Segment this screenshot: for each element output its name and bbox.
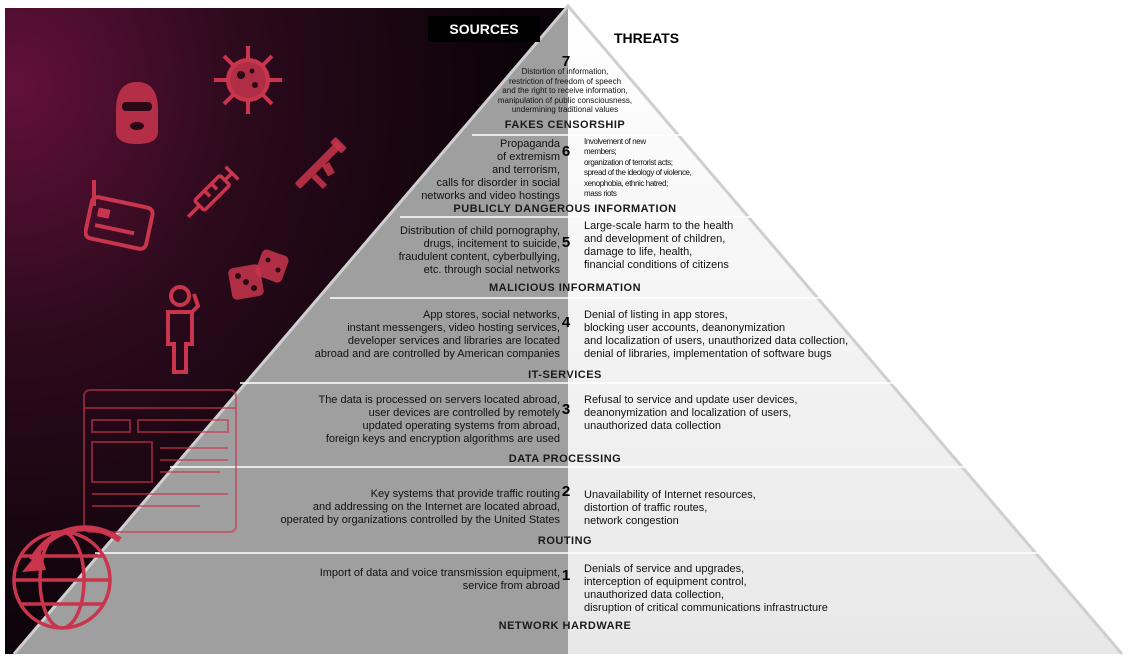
level-5-threats: Large-scale harm to the health and development of children, damage to life, health, financial conditions of citizens xyxy=(584,220,734,271)
level-5-number: 5 xyxy=(561,234,571,251)
level-6-number: 6 xyxy=(561,143,571,160)
rifle-icon xyxy=(285,130,355,200)
sources-header: SOURCES xyxy=(428,16,540,42)
credit-card-icon xyxy=(84,176,156,252)
level-6-sources: Propaganda of extremism and terrorism, calls for disorder in social networks and video hostings xyxy=(421,138,560,202)
level-4-number: 4 xyxy=(561,314,571,331)
level-2-number: 2 xyxy=(561,483,571,500)
balaclava-mask-icon xyxy=(112,80,162,146)
syringe-icon xyxy=(175,160,245,230)
level-2-name: ROUTING xyxy=(537,535,593,547)
dice-icon xyxy=(224,246,294,304)
level-7-name: FAKES CENSORSHIP xyxy=(504,119,626,131)
level-5-name: MALICIOUS INFORMATION xyxy=(488,282,642,294)
level-3-number: 3 xyxy=(561,401,571,418)
level-4-sources: App stores, social networks, instant messengers, video hosting services, developer services and libraries are located abroad and are controlled by American companies xyxy=(314,309,560,360)
level-6-threats: Involvement of new members; organization of terrorist acts; spread of the ideology of violence, xenophobia, ethnic hatred; mass riots xyxy=(584,137,692,199)
person-phone-icon xyxy=(156,284,208,376)
level-4-threats: Denial of listing in app stores, blocking user accounts, deanonymization and localization of users, unauthorized data collection, denial of libraries, implementation of software bugs xyxy=(584,309,849,360)
virus-icon xyxy=(208,38,288,118)
globe-arrow-icon xyxy=(10,498,130,658)
threats-header: THREATS xyxy=(614,30,680,46)
level-3-sources: The data is processed on servers located abroad, user devices are controlled by remotely updated operating systems from abroad, foreign keys and encryption algorithms are used xyxy=(318,394,560,445)
level-7-number: 7 xyxy=(561,53,571,70)
level-3-name: DATA PROCESSING xyxy=(508,453,622,465)
level-3-threats: Refusal to service and update user devices, deanonymization and localization of users, unauthorized data collection xyxy=(584,394,798,432)
level-7-sources: Distortion of information, restriction of freedom of speech and the right to receive information, manipulation of public consciousness, undermining traditional values xyxy=(497,67,633,114)
level-6-name: PUBLICLY DANGEROUS INFORMATION xyxy=(453,203,677,215)
level-1-threats: Denials of service and upgrades, interception of equipment control, unauthorized data collection, disruption of critical communications infrastructure xyxy=(584,563,828,614)
level-4-name: IT-SERVICES xyxy=(528,369,602,381)
level-1-name: NETWORK HARDWARE xyxy=(498,620,632,632)
level-1-sources: Import of data and voice transmission equipment, service from abroad xyxy=(319,567,560,592)
level-1-number: 1 xyxy=(561,567,571,584)
level-2-sources: Key systems that provide traffic routing and addressing on the Internet are located abroad, operated by organizations controlled by the United States xyxy=(280,488,560,526)
level-2-threats: Unavailability of Internet resources, distortion of traffic routes, network congestion xyxy=(584,489,756,527)
level-5-sources: Distribution of child pornography, drugs, incitement to suicide, fraudulent content, cyberbullying, etc. through social networks xyxy=(398,225,560,276)
